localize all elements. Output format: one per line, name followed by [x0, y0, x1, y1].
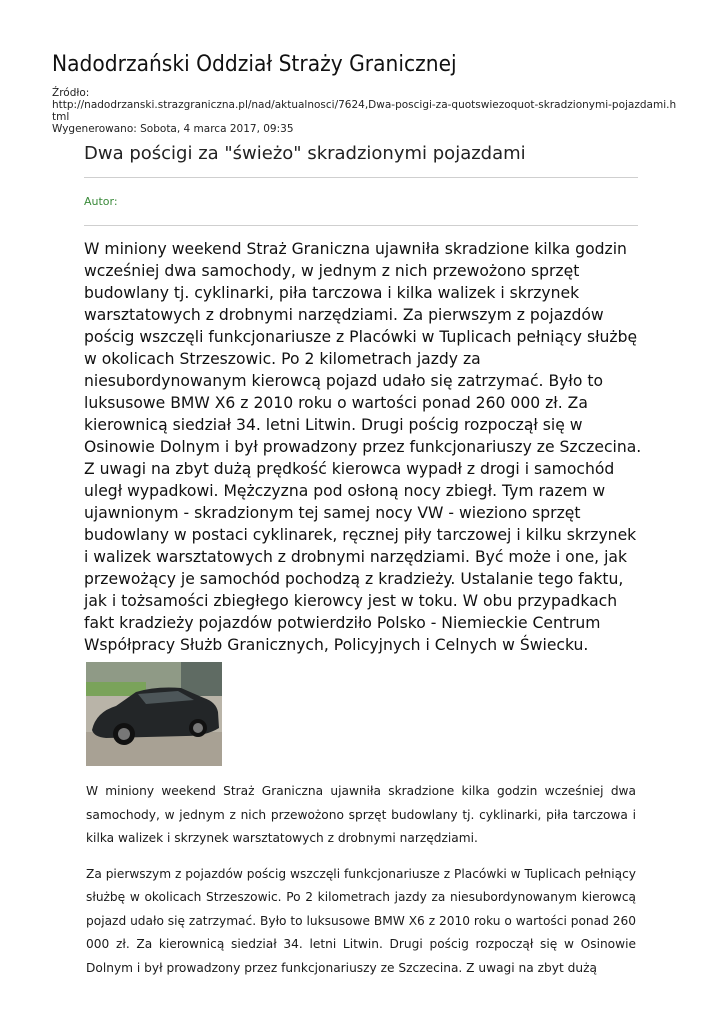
source-label: Źródło:: [52, 87, 90, 99]
author-label: Autor:: [84, 195, 118, 208]
body-paragraph-2: Za pierwszym z pojazdów pościg wszczęli funkcjonariusze z Placówki w Tuplicach pełniący służbę w okolicach Strzeszowic. Po 2 kilometrach jazdy za niesubordynowanym kierowcą pojazd udało się zatrzymać. Było to luksusowe BMW X6 z 2010 roku o wartości ponad 260 000 zł. Za kierownicą siedział 34. letni Litwin. Drugi pościg rozpoczął się w Osinowie Dolnym i był prowadzony przez funkcjonariuszy ze Szczecina. Z uwagi na zbyt dużą: [86, 866, 636, 975]
article-title: Dwa pościgi za "świeżo" skradzionymi pojazdami: [84, 143, 526, 164]
article-body: [86, 780, 636, 992]
divider-bottom: [84, 225, 638, 226]
site-title: Nadodrzański Oddział Straży Granicznej: [52, 52, 457, 77]
car-photo: [86, 662, 222, 766]
source-url[interactable]: http://nadodrzanski.strazgraniczna.pl/nad/aktualnosci/7624,Dwa-poscigi-za-quotswiezoquot-skradzionymi-pojazdami.html: [52, 99, 677, 123]
body-paragraph-1: W miniony weekend Straż Graniczna ujawniła skradzione kilka godzin wcześniej dwa samochody, w jednym z nich przewożono sprzęt budowlany tj. cyklinarki, piła tarczowa i kilka walizek i skrzynek warsztatowych z drobnymi narzędziami.: [86, 784, 636, 845]
generated-date: Wygenerowano: Sobota, 4 marca 2017, 09:35: [52, 123, 294, 135]
car-rim-rear: [193, 723, 203, 733]
article-lead: W miniony weekend Straż Graniczna ujawniła skradzione kilka godzin wcześniej dwa samochody, w jednym z nich przewożono sprzęt budowlany tj. cyklinarki, piła tarczowa i kilka walizek i skrzynek warsztatowych z drobnymi narzędziami. Za pierwszym z pojazdów pościg wszczęli funkcjonariusze z Placówki w Tuplicach pełniący służbę w okolicach Strzeszowic. Po 2 kilometrach jazdy za niesubordynowanym kierowcą pojazd udało się zatrzymać. Było to luksusowe BMW X6 z 2010 roku o wartości ponad 260 000 zł. Za kierownicą siedział 34. letni Litwin. Drugi pościg rozpoczął się w Osinowie Dolnym i był prowadzony przez funkcjonariuszy ze Szczecina. Z uwagi na zbyt dużą prędkość kierowca wypadł z drogi i samochód uległ wypadkowi. Mężczyzna pod osłoną nocy zbiegł. Tym razem w ujawnionym - skradzionym tej samej nocy VW - wieziono sprzęt budowlany w postaci cyklinarek, ręcznej piły tarczowej i kilku skrzynek i walizek warsztatowych z drobnymi narzędziami. Być może i one, jak przewożący je samochód pochodzą z kradzieży. Ustalanie tego faktu, jak i tożsamości zbiegłego kierowcy jest w toku. W obu przypadkach fakt kradzieży pojazdów potwierdziło Polsko - Niemieckie Centrum Współpracy Służb Granicznych, Policyjnych i Celnych w Świecku.: [84, 240, 642, 654]
divider-top: [84, 177, 638, 178]
meta-block: [52, 87, 677, 135]
car-rim-front: [118, 728, 130, 740]
